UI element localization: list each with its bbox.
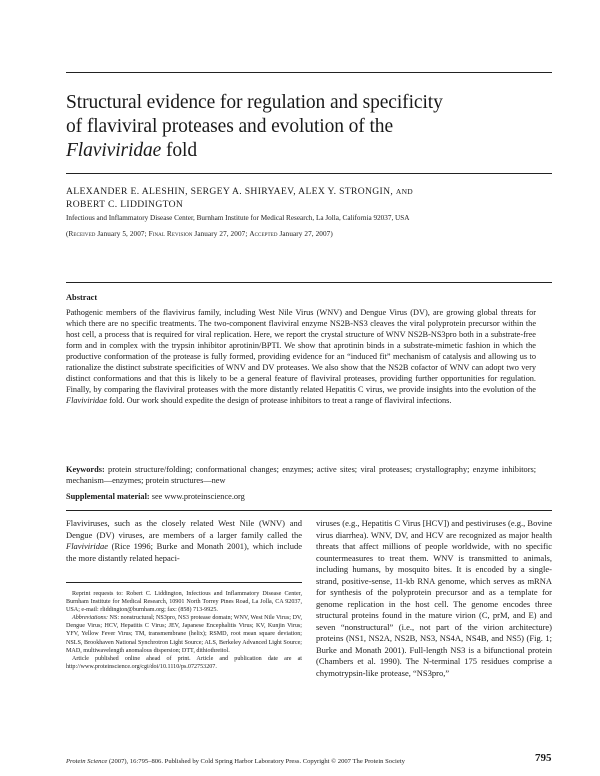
body-col1-italic: Flaviviridae <box>66 541 109 551</box>
authors-names: ALEXANDER E. ALESHIN, SERGEY A. SHIRYAEV, ALEX Y. STRONGIN, <box>66 186 396 197</box>
title-rule <box>66 173 552 174</box>
supplemental-link[interactable]: see www.proteinscience.org <box>149 492 245 501</box>
body-column-left <box>66 518 302 564</box>
body-col1-part-2: (Rice 1996; Burke and Monath 2001), which include the more distantly related hepaci- <box>66 541 302 563</box>
footnotes <box>66 590 302 671</box>
final-revision-label: Final Revision <box>148 230 193 238</box>
accepted-label: Accepted <box>249 230 278 238</box>
abstract-part-2: fold. Our work should expedite the design of protease inhibitors to treat a range of flaviviral infections. <box>107 396 452 406</box>
title-italic: Flaviviridae <box>66 140 162 161</box>
keywords-label: Keywords: <box>66 465 105 474</box>
journal-name: Protein Science <box>66 758 108 765</box>
body-rule <box>66 510 552 511</box>
footnote-rule <box>66 582 302 583</box>
title-line-1: Structural evidence for regulation and specificity <box>66 92 443 113</box>
final-revision-date: January 27, 2007; <box>192 230 250 238</box>
received-date: January 5, 2007; <box>95 230 149 238</box>
authors-line-2: ROBERT C. LIDDINGTON <box>66 199 184 210</box>
affiliation: Infectious and Inflammatory Disease Center, Burnham Institute for Medical Research, La Jolla, California 92037, USA <box>66 214 410 222</box>
body-col1-part-1: Flaviviruses, such as the closely related West Nile (WNV) and Dengue (DV) viruses, are members of a larger family called the <box>66 518 302 540</box>
top-rule <box>66 72 552 73</box>
abstract-italic: Flaviviridae <box>66 396 108 406</box>
received-label: Received <box>68 230 96 238</box>
authors-line-1 <box>66 185 556 198</box>
abstract-heading: Abstract <box>66 293 98 302</box>
abbreviations-text: NS: nonstructural; NS3pro, NS3 protease domain; WNV, West Nile Virus; DV, Dengue Virus; HCV, Hepatitis C Virus; JEV, Japanese Encephalitis Virus; KV, Kunjin Virus; YFV, Yellow Fever Virus; TM, transmembrane (helix); RSMD, root mean square deviation; NSLS, Brookhaven National Synchrotron Light Source; ALS, Berkeley Advanced Light Source; MAD, multiwavelength anomalous dispersion; DTT, dithiothreitol. <box>66 615 302 654</box>
body-column-right: viruses (e.g., Hepatitis C Virus [HCV]) and pestiviruses (e.g., Bovine virus diarrhea). WNV, DV, and HCV are recognized as major health threats that affect millions of people worldwide, with no specific countermeasures to treat them. WNV is transmitted to animals, including humans, by mosquito bites. It is encoded by a single-strand, positive-sense, 11-kb RNA genome, which serves as mRNA for synthesis of the polyprotein precursor and as a template for genome replication in the host cell. The genome encodes three structural proteins found in the mature virion (C, prM, and E) and seven “nonstructural” (i.e., not part of the virion architecture) proteins (NS1, NS2A, NS2B, NS3, NS4A, NS4B, and NS5) (Fig. 1; Burke and Monath 2001). Full-length NS3 is a bifunctional protein (Chambers et al. 1990). The N-terminal 175 residues comprise a chymotrypsin-like protease, “NS3pro,” <box>316 518 552 678</box>
submission-dates <box>66 229 566 239</box>
title-line-2: of flaviviral proteases and evolution of the <box>66 116 393 137</box>
abbreviations-label: Abbreviations: <box>72 615 108 622</box>
dates-open: ( <box>66 230 69 238</box>
authors-and: AND <box>395 187 414 196</box>
keywords <box>66 464 536 486</box>
page-footer <box>66 757 506 766</box>
keywords-text: protein structure/folding; conformational changes; enzymes; active sites; viral proteases; crystallography; enzyme inhibitors; mechanism—enzymes; protein structures—new <box>66 465 536 486</box>
page-number: 795 <box>535 752 552 764</box>
title-line-3 <box>66 139 546 163</box>
abstract-rule <box>66 282 552 283</box>
accepted-date: January 27, 2007) <box>277 230 333 238</box>
footnote-abbreviations <box>66 614 302 654</box>
supplemental-material <box>66 491 536 502</box>
abstract-part-1: Pathogenic members of the flavivirus family, including West Nile Virus (WNV) and Dengue Virus (DV), are growing global threats for which there are no specific treatments. The two-component flaviviral enzyme NS2B-NS3 cleaves the viral polyprotein precursor within the host cell, a process that is required for viral replication. Here, we report the crystal structure of WNV NS2B-NS3pro both in a substrate-free form and in complex with the trypsin inhibitor aprotinin/BPTI. We show that aprotinin binds in a substrate-mimetic fashion in which the productive conformation of the protease is fully formed, providing evidence for an “induced fit” mechanism of catalysis and allowing us to rationalize the distinct substrate specificities of WNV and DV proteases. We also show that the NS2B cofactor of WNV can adopt two very distinct conformations and that this is likely to be a general feature of flaviviral proteases, providing further opportunities for regulation. Finally, by comparing the flaviviral proteases with the more distantly related Hepatitis C virus, we provide insights into the evolution of the <box>66 308 536 395</box>
footer-citation: (2007), 16:795–806. Published by Cold Spring Harbor Laboratory Press. Copyright © 2007 The Protein Society <box>107 758 405 765</box>
abstract-text <box>66 307 536 406</box>
footnote-online: Article published online ahead of print. Article and publication date are at http://www.proteinscience.org/cgi/doi/10.1110/ps.072753207. <box>66 655 302 670</box>
footnote-reprint: Reprint requests to: Robert C. Liddington, Infectious and Inflammatory Disease Center, Burnham Institute for Medical Research, 10901 North Torrey Pines Road, La Jolla, CA 92037, USA; e-mail: rliddington@burnham.org; fax: (858) 713-9925. <box>66 591 302 614</box>
title-fold: fold <box>161 140 197 161</box>
author-list <box>66 185 556 211</box>
supplemental-label: Supplemental material: <box>66 492 150 501</box>
article-title <box>66 91 546 163</box>
